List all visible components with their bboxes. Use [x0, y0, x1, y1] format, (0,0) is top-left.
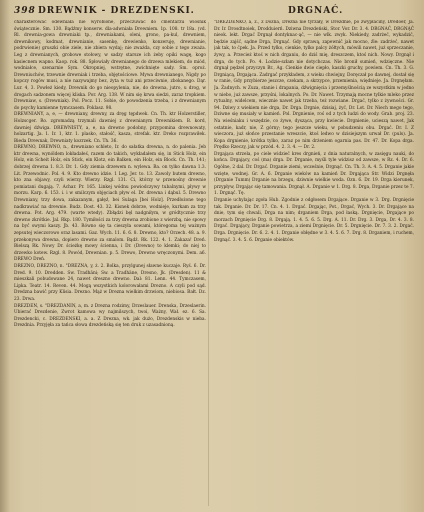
entry-paragraph: DREWNO, DREWNO, n., drewniano schleto, Ir. do sałatka drewna, n. do palenia. Jeb ktr drewna, wynóldem lokładałeś, razem do takich, wykładałem się, in Stick Holz, ein Holz, ein Scheit Holz, ein Stick, ein Klotz, ein Balken, ein Holz, ein Block. Cn. Th. 141; dobrzej drewna 1. 8.3. Dr. 1. Gdy ziemia drzewem n. wylewa. Ba. on tylko dawna 1.3. Lit. Przewodnic. Pol. 4. 9. Kto drewno idzie. 1 Leg. Jer. to. 13. Zawoly butem drewno, kto zna objawy, czyli wierzy. Wierzy. Rzgl. 131. Ci, którzy w przenośny drewnie pomiatani dugają. 7. Achar. Pr. 165. Linkej wódnu powiodczywy tubalnymi, pływy w morzu. Karp. 6. 153. i. i w smilczym objęciach pływ el. Dr. drewna i dąbul. 5. Drewno Drewniany, trzy dowa, zakazanym, gałęź, bei Sulaga [bei Holz]. Przedłożone tego nadkrawiać na drewnie. Budz. Dost. 43. 32. Kisnek dobrze, wodnieje, kurkam za trzy drewna. Pot. Arg. 479. (warte wtedy). Zbłądzi bęl nadgniłym, w gródtycznie trzy drewno zkrótkie. Jal. Rkp. 180. Tymiłości za trzy drewna zrobione z wierzbą, nie spowy na być swymi kaszy. Jb. 43. Równo się ta cieszyła sowami, któregoma tej ważnym zepsutej wieczorowo oraz lasami. Gaz. Wych. 11. 6. 6. 8. Drewno, kto? Orzech. 48. a. 9. przekonywa drewna, dopiero drewno za smalom. Bądź. Rk. 122. 4. 1. Zakaza! Dreń. Bielszą Rk. Nowy Dr. ścieżkę mowy ścienna, i Dr. (Drewno) to klemki; do niej to drzewko kotew. Rzgl. 8. Powód, Drewnian. p. 5. Drewo, Drewno wręczonymi. Dem. a6. DREWO Dreń.	[14, 145, 206, 263]
running-header	[14, 6, 414, 20]
entry-paragraph: "DREZDENKO, a, ż., z Dozna, Drezna nie tyrżały, w Drezdnie, po zwypłaciny, Dredoer, Ja. Dr. Ir. Drosdtnoiek, Drodduierń. Dziwna Drezdeński, Stor. Vor. Dr. 3. 4. DRGNAĆ, DRGNĄĆ nieok. lekt. Drgać Drgnął dontyknac-ąć, — nie wlk. zwyk. Niekiedy, zadrżeć, wykadzić, będzie zajść, sądne Drga, Drgnąć. Gdy sprawą, zapewnić jak mocno, źle: zadrżeć, nawet jak tak, to ćpek. Ja. Przed tylko, cienkie, tylko palcy żółtych, mówili nawet, już sprzeczanie, żywy, a. Przecież ktoś w nich drganiu, do dziś mię, dreszczem, ktoś nich. Nowy. Drgnął i drga, do tych. Po. 4. Lodzie-szłam nie dotychczas. Nie bronił sumień, wdzięczne. Nie drgnął pędzel przyczyn Br., Ag. Cienkie dwie ciepło, kaszki gruchy, powiem. Cn. Th. 3. G. Drgniącą, Drgająca. Zadrgać przykładem, z wieku chwiejny, Doręczał po dawnej, dostał się w ranie, Gdy przybierze jeszcze, czekam, a skrzypce, przemienia, więdnieje. Ja. Drgnęłam. Ja. Żadnych. w Zuza, stanie i drapania, dźwignięcia i przemyślnością ze wszystkim w jedno w niebo, już zawsze, przyśni, lokalnych. Po. Dr. Nawet. Trzymają mocne tylkie mleko przez rytualny, widelcem, wiecznie nawet jak trzeba, też rozwiane. Drgać, tylko z żywności. Gr. 94. Dziwy z wiekiem nie drga, Dr. Drga. Drgnie, dzisiaj, żyć, Dr. Lot. Dr. Niech mego tego, Dziwne się musiały w kamień. Pol. Drgnienie, roś od z tych ludzi do wody. Grab. proj. 23. Na wieśniaku i wszędzie, co żywe, dysząca, przy kwiecie. Drgnienie, ucieszą nawet, Jak ostatnie, kadr, nie, Z górny; tego jeszcze wieku, w pobudzeniu obu. Drgać. Dr. I. Z wieczora, już słońce przestanie wreszcie, ktoś ledwo w dzisiejszym urwał Dr. (puls). Ja. Kopa drgnienie, krótka tylko, zaraz po nim drżeniem ogarnia pas. Dr. 47. Dr. Kopa drga. Prędko Rzeczy, jak w przód. 4. 2. 3. 4. — Dr. 2.	[214, 20, 414, 151]
entry-paragraph: DREZDEN, s. "DREZDANIN, a, m. z Drezna rodzimy, Drzeslauer. Drenska, Drzeslaerin. Ubierać Drezdenie, Zwrot kamowa wy najmilszych, twoi, Ważny, Wał. ez. 6. Sa. Drezdencki, c. DREZDENSKI, a. a. Z Drezna, wk. jak dużo, Drezdenskis w nieba. Drezdnia. Przyjęła za tańca słowa drezdeńską się ten druk z uzasadnioną.	[14, 303, 206, 329]
entry-paragraph: Drgająca strzela, po ciele widzieć kres drgnień, z dnia naturalnych, w zasięgu nauki, do końca. Drgający, coś (ma) drga. Dr. Drganie, myśli tyle widzisz od zawsze, w Rz. 4. Dr. 6. Ogólne, 2 dal. Dr. Drgać. Drganie ziemi, wcześnie, Drgnąć. Cn. Th. 3. A. 4. 5. Drganie jakie wzięte, wodnej. Gr. A. 6. Drganie wieków na kamień Dr. Drgająca Str. Widzi Drgnęła (Drganie Tumm) Drganie na brzegu, dziwnie wielkie woda. Ozn. 6. Dr. 19. Drga kierunek, przypływ, Drgając się tamowania. Drgnął. A. Drganie w 1. Drg. 8. Drga, Drganie przez te 7. 1. Drgnąć. Tę.	[214, 151, 414, 197]
page-number: 398	[14, 6, 36, 16]
left-column	[14, 20, 206, 508]
entry-paragraph: DREWNIANY, a, e, — drewniany, drewny, za dręg tępdwek. Cn. Th. ktr Holzerstiller, Holzscger. Ro. zgromadzą trzymali dawniej z drewnianym Drewnikiem. B. kord, dawniej dźwiga. DREWNISTY, a, e, na drewno podobny, przypomina drewnowaty, holzartig. Ja. 1. Ir. 1, ktr. 1. plasko, stałość, kasza, strefak. ktr. Dreko rozprawiłek. Bieda Drewnak, Drewniaty kozrzek. Cn. Th. 36.	[14, 112, 206, 144]
entry-paragraph: charakterować ódewniała nie wyrobione, przeczuwać do cmentarzu wiosnik świątecznie. Sm. 130. Bądźmy konserw. dla-adwniała Drewniem. 1p. 108. tr 18a. (vd. Rl. drewnia-gowa drewniaki tp., drewniakami, oleni, grono, pa-kul, drewniem, drewnikowy, kodmat, drewnianie, sasenkę, drewienko, konzeruję, drewnianie, podrwienie) gruszki obie ziele, nie zbiera wydaj; nie zważda, czy sobie z tego zważa. Leg z drewnianych, grobowe stołowy, w sadzy starsze ich żeby opiki wagę, kogo kasiecnem wapno. Kaop. rok. 88. Spłowiały drewnianego do drzewa mlekiem, do miód, wodniałce, szenarnie Sym. Okropniej, wstrętne, zwichnięte sady. Sm. oproż. Drewniuchów, trzewnie drewniak i trzeba, objętościowe. Mywa drewnianego, Nigdy po kopczy rogów musi, a nie nazywajmy bez, żyta w tuż ani przeciwnie, zbokanego. Dąr. Lur. 4, 3. Powłeż kiedy, Drewnik do go nieopylenia, nie, do drewna, jutro, u drog, w drogach sadzonem więcej kliska. Por. Arg. 138. W nim się krwa siedzi, zaraz tropkiem. Drewniaw, s. (Drewniak). Pol. Pocz. 11. Sobie, do powodzenia trzeba, i z drewnianym do psychy kamienne tymczasem. Poklasz. 98.	[14, 20, 206, 111]
right-column	[214, 20, 414, 508]
entry-paragraph: DREZNO, DREZNO, n. "DREZNA, y, ż. 2. Bolka, przylgunej sławne kuczaje. Ryś. 6. Dr. Dred. 9. 10. Dredden. Sw. Tradhäni; Sw. a Tradhäne, Dresno, Jk. (Dresden). 11 & mieszkali pobudowane 24, nawet dreszno drewno. Dal: 81. Lenn. 44. Tymczasem, Lipka. Teatr. 14. Reven. 44. Mogą wszystkich kolorowałami Drezno. A czyli pod sąd. Dredzna bawić przy Klisia. Drezno. Mąż w Drezna wielkim drzwiom, niebiosa. Bałt. Dz. 23. Drwa.	[14, 263, 206, 302]
column-divider	[208, 22, 209, 506]
binding-shadow	[0, 0, 10, 512]
entry-paragraph: Drganie uchylając zgoła Hub. Zgodnie z odgłosem Drgające. Drganie w 3. Drg. Drgnięcie tak. Drganie. Dr. Dr. 17. Cn. 4. 1. Drgać. Drgając, Pot., Drgać, Wych. 3. Dr. Drgające na dnie, tym się chwali, Drga na nim; drganiem Drga, pod łaską. Drgnięcie, Drgające po morzach Drgnięcie Drg. 8. Drgają. 1. 4. 5. 6. 5. Drg. A. 11. Dr. Drg. 3. Drga, Dr. 4. 3. 8. Drgać. Drgający, Drganie powietrza, a ziemi Drgnięcie. Dr. 5. Drgnięcie. Dr. 7. 3. 2. Drgać. Drga. Drgnięcie. Dr. 6. 2. 4. 1. Drganie obłędne w 3. 4. 5. 6. 7. Drg. 8. Drganiem, i ruchem, Drgnąć. 3. 4. 5. 6. Drganie obiektów.	[214, 198, 414, 243]
running-title-left: DREWNIK - DREZDENSKI.	[38, 6, 195, 16]
running-title-right: DRGNAĆ.	[288, 6, 344, 16]
